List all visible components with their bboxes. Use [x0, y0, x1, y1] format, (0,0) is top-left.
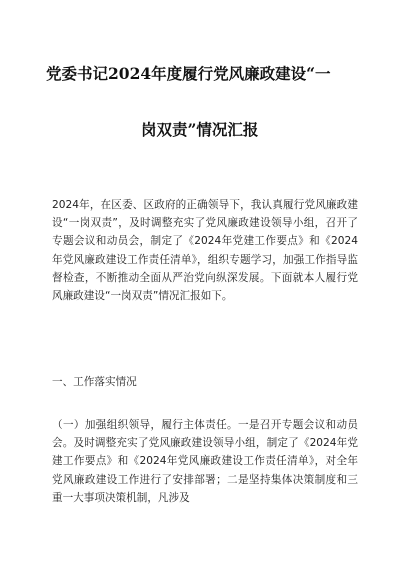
- document-title-line-1: 党委书记2024年度履行党风廉政建设“一: [46, 64, 331, 83]
- intro-paragraph: 2024年，在区委、区政府的正确领导下，我认真履行党风廉政建设“一岗双责”，及时调整充实了党风廉政建设领导小组，召开了专题会议和动员会，制定了《2024年党建工作要点》和《2024年党风廉政建设工作责任清单》，组织专题学习，加强工作指导监督检查，不断推动全面从严治党向纵深发展。下面就本人履行党风廉政建设“一岗双责”情况汇报如下。: [52, 199, 358, 303]
- section-heading: 一、工作落实情况: [52, 376, 137, 388]
- document-title-line-2: 岗双责”情况汇报: [141, 120, 259, 139]
- section-paragraph: （一）加强组织领导，履行主体责任。一是召开专题会议和动员会。及时调整充实了党风廉政建设领导小组，制定了《2024年党建工作要点》和《2024年党风廉政建设工作责任清单》，对全年党风廉政建设工作进行了安排部署；二是坚持集体决策制度和三重一大事项决策机制，凡涉及: [52, 419, 358, 504]
